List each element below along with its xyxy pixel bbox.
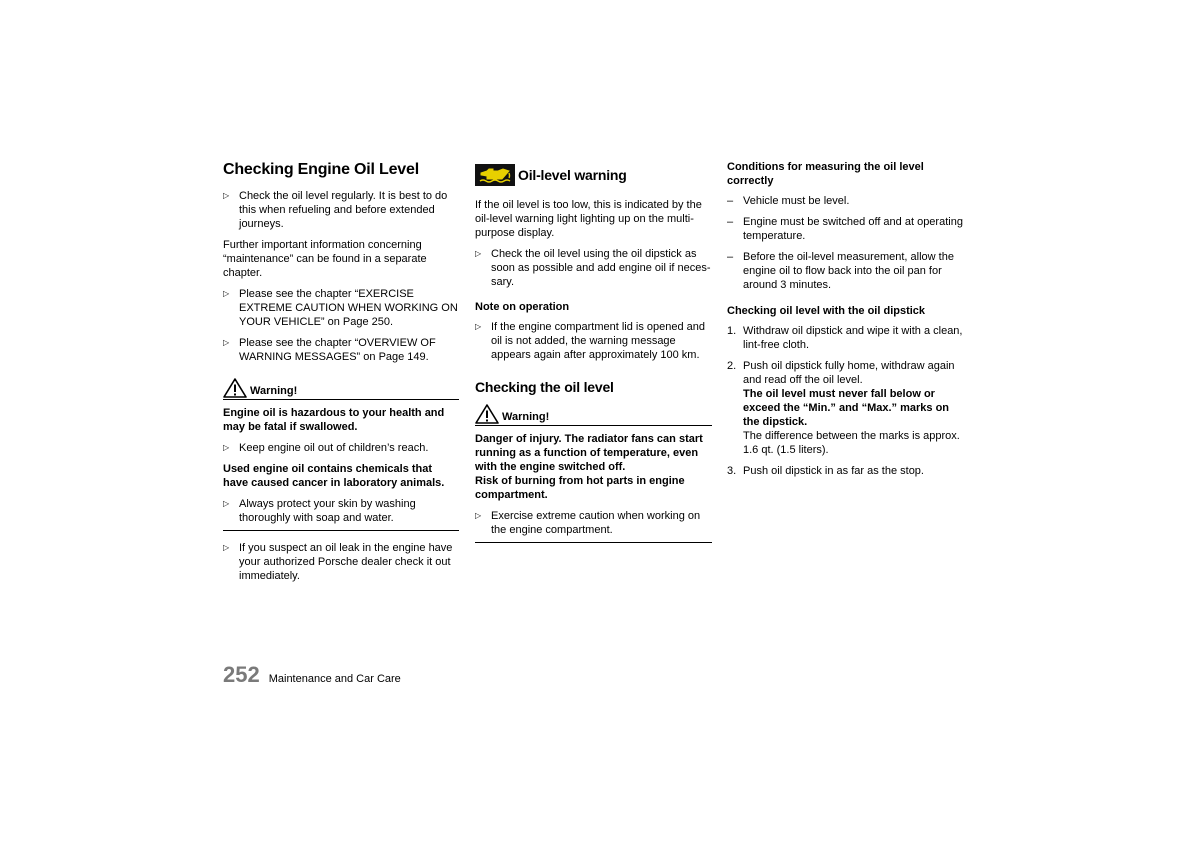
step-item bbox=[727, 464, 963, 478]
warning-triangle-icon bbox=[475, 404, 499, 424]
step-warning-text: The oil level must never fall below or exceed the “Min.” and “Max.” marks on the dipstick. bbox=[743, 388, 950, 428]
instruction-text: Keep engine oil out of children’s reach. bbox=[239, 442, 429, 454]
bullet-marker: ▷ bbox=[223, 289, 230, 298]
condition-item bbox=[727, 194, 963, 208]
warning-label: Warning! bbox=[250, 385, 298, 397]
instruction-item bbox=[223, 287, 459, 329]
instruction-item bbox=[475, 247, 712, 289]
warning-text: Engine oil is hazardous to your health and may be fatal if swallowed. bbox=[223, 407, 445, 433]
instruction-item bbox=[223, 497, 459, 525]
condition-text: Engine must be switched off and at operating temperature. bbox=[743, 216, 963, 242]
bullet-marker: ▷ bbox=[223, 191, 230, 200]
section-title: Checking Engine Oil Level bbox=[223, 161, 419, 178]
instruction-item bbox=[223, 189, 459, 231]
instruction-text: Check the oil level using the oil dipstick as soon as possible and add engine oil if necessary. bbox=[491, 248, 711, 288]
dipstick-title: Checking oil level with the oil dipstick bbox=[727, 305, 926, 317]
step-text: Push oil dipstick fully home, withdraw again and read off the oil level. bbox=[743, 360, 955, 386]
bullet-marker: ▷ bbox=[475, 511, 482, 520]
info-paragraph: If the oil level is too low, this is indicated by the oil-level warning light lighting up on the multi-purpose display. bbox=[475, 199, 702, 239]
bullet-marker: ▷ bbox=[223, 338, 230, 347]
condition-item bbox=[727, 250, 963, 292]
instruction-item bbox=[223, 336, 459, 364]
warning-header bbox=[223, 378, 459, 400]
warning-text: Risk of burning from hot parts in engine compartment. bbox=[475, 475, 685, 501]
step-note-text: The difference between the marks is approx. 1.6 qt. (1.5 liters). bbox=[743, 430, 960, 456]
step-text: Withdraw oil dipstick and wipe it with a clean, lint-free cloth. bbox=[743, 325, 963, 351]
step-item bbox=[727, 359, 963, 457]
conditions-title: Conditions for measuring the oil level correctly bbox=[727, 161, 924, 187]
bullet-marker: ▷ bbox=[223, 543, 230, 552]
instruction-text: If the engine compartment lid is opened and oil is not added, the warning message appears again after approximately 100 km. bbox=[491, 321, 706, 361]
dash-marker: – bbox=[727, 195, 734, 207]
instruction-text: Always protect your skin by washing thoroughly with soap and water. bbox=[239, 498, 416, 524]
bullet-marker: ▷ bbox=[223, 443, 230, 452]
warning-text: Used engine oil contains chemicals that have caused cancer in laboratory animals. bbox=[223, 463, 445, 489]
condition-text: Before the oil-level measurement, allow the engine oil to flow back into the oil pan for around 3 minutes. bbox=[743, 251, 954, 291]
instruction-text: If you suspect an oil leak in the engine have your authorized Porsche dealer check it out immediately. bbox=[239, 542, 453, 582]
bullet-marker: ▷ bbox=[475, 322, 482, 331]
page-footer bbox=[223, 662, 401, 688]
step-number: 2. bbox=[727, 360, 737, 372]
oil-can-icon bbox=[475, 164, 515, 186]
instruction-item bbox=[223, 441, 459, 455]
instruction-item bbox=[475, 320, 712, 362]
warning-end-rule bbox=[475, 542, 712, 543]
bullet-marker: ▷ bbox=[223, 499, 230, 508]
instruction-text: Check the oil level regularly. It is best to do this when refueling and before extended journeys. bbox=[239, 190, 448, 230]
instruction-item bbox=[475, 509, 712, 537]
oil-warning-title: Oil-level warning bbox=[518, 167, 627, 183]
warning-text: Danger of injury. The radiator fans can start running as a function of temperature, even with the engine switched off. bbox=[475, 433, 703, 473]
instruction-text: Exercise extreme caution when working on the engine compartment. bbox=[491, 510, 701, 536]
condition-text: Vehicle must be level. bbox=[743, 195, 850, 207]
column-right bbox=[727, 160, 963, 485]
warning-header bbox=[475, 404, 712, 426]
condition-item bbox=[727, 215, 963, 243]
column-left bbox=[223, 160, 459, 590]
page-number: 252 bbox=[223, 662, 260, 687]
warning-end-rule bbox=[223, 530, 459, 531]
oil-warning-header bbox=[475, 164, 712, 186]
instruction-text: Please see the chapter “EXERCISE EXTREME CAUTION WHEN WORKING ON YOUR VEHICLE” on Page 250. bbox=[239, 288, 458, 328]
instruction-text: Please see the chapter “OVERVIEW OF WARNING MESSAGES” on Page 149. bbox=[239, 337, 436, 363]
warning-label: Warning! bbox=[502, 411, 550, 423]
warning-triangle-icon bbox=[223, 378, 247, 398]
instruction-item bbox=[223, 541, 459, 583]
column-middle bbox=[475, 160, 712, 553]
step-number: 3. bbox=[727, 465, 737, 477]
section-name: Maintenance and Car Care bbox=[268, 673, 401, 685]
checking-title: Checking the oil level bbox=[475, 379, 614, 395]
step-text: Push oil dipstick in as far as the stop. bbox=[743, 465, 924, 477]
bullet-marker: ▷ bbox=[475, 249, 482, 258]
note-title: Note on operation bbox=[475, 301, 570, 313]
dash-marker: – bbox=[727, 216, 734, 228]
info-paragraph: Further important information concerning “maintenance” can be found in a separate chapter. bbox=[223, 239, 427, 279]
step-item bbox=[727, 324, 963, 352]
step-number: 1. bbox=[727, 325, 737, 337]
dash-marker: – bbox=[727, 251, 734, 263]
